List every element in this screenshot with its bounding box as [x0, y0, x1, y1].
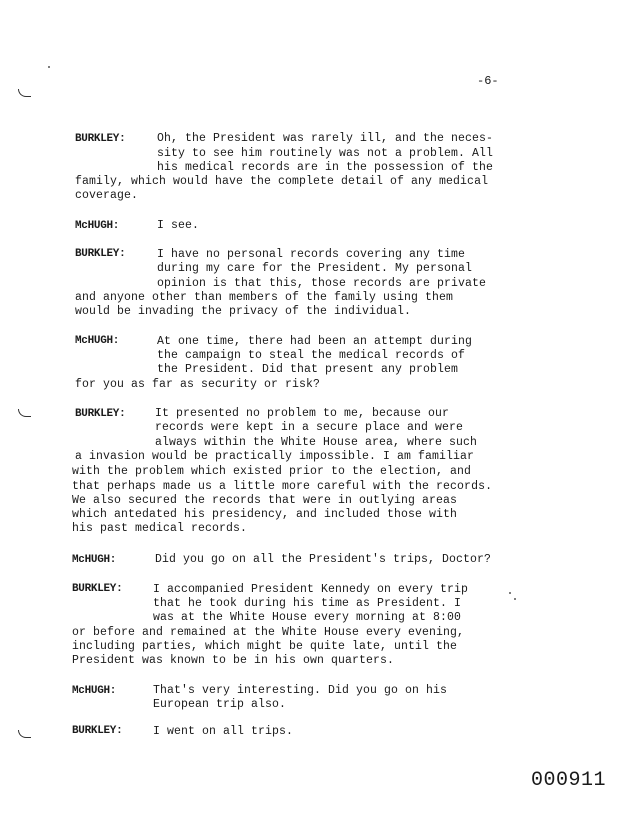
transcript-line: was at the White House every morning at 8:00 — [153, 611, 462, 624]
transcript-line: European trip also. — [153, 698, 287, 711]
transcript-line: At one time, there had been an attempt during — [157, 335, 473, 348]
transcript-line: I see. — [157, 219, 200, 232]
transcript-line: records were kept in a secure place and were — [155, 421, 464, 434]
transcript-line: family, which would have the complete detail of any medical — [75, 175, 489, 188]
transcript-line: opinion is that this, those records are private — [157, 277, 487, 290]
transcript-line: a invasion would be practically impossible. I am familiar — [75, 450, 475, 463]
transcript-line: It presented no problem to me, because our — [155, 407, 450, 420]
speaker-label: BURKLEY: — [75, 248, 126, 260]
transcript-line: the campaign to steal the medical records of — [157, 349, 466, 362]
transcript-line: I accompanied President Kennedy on every trip — [153, 583, 469, 596]
scan-speck — [509, 592, 511, 594]
transcript-line: That's very interesting. Did you go on his — [153, 684, 448, 697]
transcript-line: his medical records are in the possession of the — [157, 161, 494, 174]
transcript-line: would be invading the privacy of the individual. — [75, 305, 412, 318]
speaker-label: McHUGH: — [75, 220, 120, 232]
transcript-line: including parties, which might be quite late, until the — [72, 640, 458, 653]
scan-speck — [48, 66, 50, 68]
speaker-label: McHUGH: — [72, 685, 117, 697]
binder-hole-mark — [18, 409, 31, 417]
transcript-line: coverage. — [75, 189, 139, 202]
speaker-label: BURKLEY: — [75, 133, 126, 145]
transcript-line: or before and remained at the White House every evening, — [72, 626, 465, 639]
transcript-line: always within the White House area, where such — [155, 436, 478, 449]
binder-hole-mark — [18, 730, 31, 738]
transcript-line: for you as far as security or risk? — [75, 378, 321, 391]
page-number: -6- — [477, 74, 499, 88]
transcript-line: I went on all trips. — [153, 725, 294, 738]
transcript-line: the President. Did that present any problem — [157, 363, 459, 376]
transcript-line: President was known to be in his own quarters. — [72, 654, 395, 667]
transcript-line: Did you go on all the President's trips, Doctor? — [155, 553, 492, 566]
transcript-line: Oh, the President was rarely ill, and the neces- — [157, 132, 494, 145]
document-id: 000911 — [531, 769, 607, 792]
speaker-label: BURKLEY: — [72, 725, 123, 737]
speaker-label: McHUGH: — [75, 335, 120, 347]
transcript-line: which antedated his presidency, and included those with — [72, 508, 458, 521]
binder-hole-mark — [18, 89, 31, 97]
transcript-line: that perhaps made us a little more careful with the records. — [72, 480, 493, 493]
transcript-line: We also secured the records that were in outlying areas — [72, 494, 458, 507]
transcript-line: during my care for the President. My personal — [157, 262, 473, 275]
transcript-line: that he took during his time as President. I — [153, 597, 462, 610]
transcript-line: sity to see him routinely was not a problem. All — [157, 147, 494, 160]
transcript-line: with the problem which existed prior to the election, and — [72, 465, 472, 478]
transcript-line: and anyone other than members of the family using them — [75, 291, 454, 304]
transcript-line: I have no personal records covering any time — [157, 248, 466, 261]
scan-speck — [514, 598, 516, 600]
speaker-label: BURKLEY: — [75, 408, 126, 420]
speaker-label: McHUGH: — [72, 554, 117, 566]
speaker-label: BURKLEY: — [72, 583, 123, 595]
transcript-line: his past medical records. — [72, 522, 248, 535]
